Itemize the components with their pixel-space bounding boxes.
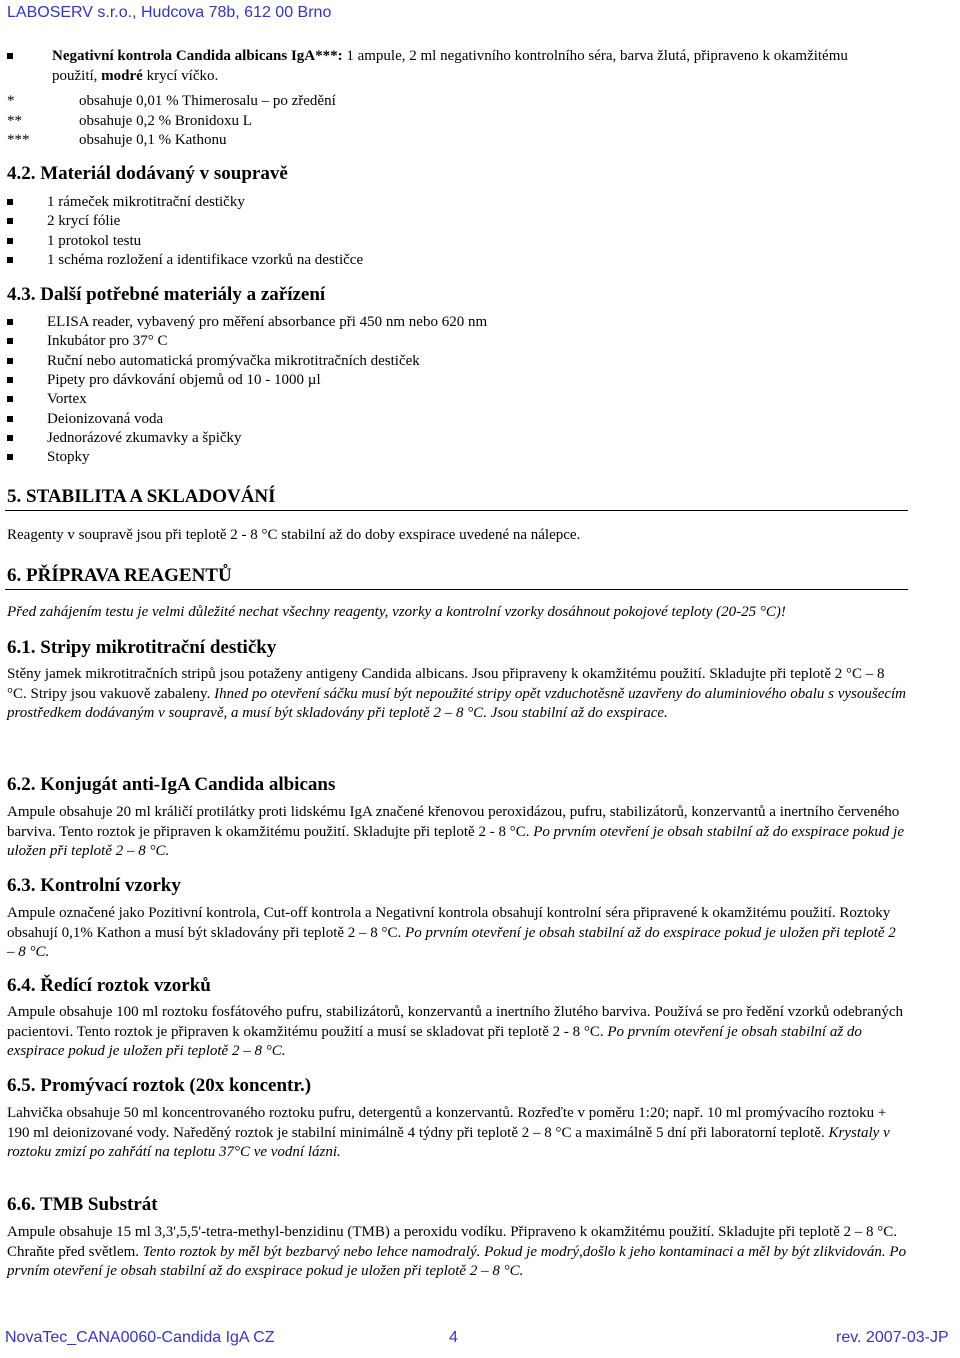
note-text: obsahuje 0,01 % Thimerosalu – po zředění — [79, 93, 336, 109]
list-item-text: Ruční nebo automatická promývačka mikrotitračních destiček — [47, 353, 420, 369]
bullet-square-icon — [7, 218, 13, 224]
section-6-4-italic: Po prvním otevření je obsah stabilní až do exspirace pokud je uložen při teplotě 2 – 8 °C. — [7, 1023, 862, 1059]
bullet-square-icon — [7, 454, 13, 460]
section-6-3-italic: Po prvním otevření je obsah stabilní až do exspirace pokud je uložen při teplotě 2 – 8 °C. — [7, 924, 896, 960]
section-6-rule — [5, 589, 908, 590]
neg-control-bold-word: modré — [101, 67, 143, 84]
list-item-text: Jednorázové zkumavky a špičky — [47, 430, 242, 446]
section-6-title: 6. PŘÍPRAVA REAGENTŮ — [7, 565, 232, 586]
note-1 — [7, 92, 336, 112]
list-item-text: Inkubátor pro 37° C — [47, 333, 168, 349]
bullet-square-icon — [7, 238, 13, 244]
neg-control-text-b: krycí víčko. — [142, 67, 219, 84]
section-6-5-plain: Lahvička obsahuje 50 ml koncentrovaného roztoku pufru, detergentů a konzervantů. Rozřeďte v poměru 1:20; např. 10 ml promývacího roztoku + 190 ml deionizované vody. Naředěný roztok je stabilní minimálně 4 týdny při teplotě 2 – 8 °C a maximálně 5 dní při laboratorní teplotě. — [7, 1105, 887, 1141]
list-item-text: ELISA reader, vybavený pro měření absorbance při 450 nm nebo 620 nm — [47, 314, 488, 330]
list-item-text: Pipety pro dávkování objemů od 10 - 1000 µl — [47, 372, 321, 388]
bullet-square-icon — [7, 435, 13, 441]
bullet-square-icon — [7, 358, 13, 364]
list-item-text: Vortex — [47, 391, 87, 407]
section-6-2-text — [7, 803, 907, 862]
note-mark: ** — [7, 113, 22, 129]
list-item-text: 1 protokol testu — [47, 233, 142, 249]
section-6-2-title: 6.2. Konjugát anti-IgA Candida albicans — [7, 774, 336, 795]
section-6-5-title: 6.5. Promývací roztok (20x koncentr.) — [7, 1075, 312, 1096]
section-6-5-italic: Krystaly v roztoku zmizí po zahřátí na teplotu 37°C ve vodní lázni. — [7, 1124, 890, 1160]
note-3 — [7, 131, 226, 151]
section-6-3-plain: Ampule označené jako Pozitivní kontrola, Cut-off kontrola a Negativní kontrola obsahují kontrolní séra připravené k okamžitému použití. Roztoky obsahují 0,1% Kathon a musí být skladovány při teplotě 2 – 8 °C. — [7, 905, 891, 941]
footer-revision: rev. 2007-03-JP — [836, 1329, 949, 1346]
note-2 — [7, 112, 252, 132]
footer-page-number: 4 — [449, 1329, 458, 1346]
section-4-2-title: 4.2. Materiál dodávaný v soupravě — [7, 163, 288, 184]
footer-document-id: NovaTec_CANA0060-Candida IgA CZ — [5, 1329, 275, 1346]
bullet-square-icon — [7, 396, 13, 402]
section-6-1-title: 6.1. Stripy mikrotitrační destičky — [7, 637, 277, 658]
bullet-square-icon — [7, 53, 13, 59]
section-6-3-text — [7, 904, 907, 963]
list-item-text: 1 schéma rozložení a identifikace vzorků na destičce — [47, 252, 364, 268]
section-6-6-text — [7, 1223, 907, 1282]
list-item-text: Deionizovaná voda — [47, 411, 164, 427]
bullet-square-icon — [7, 199, 13, 205]
document-header: LABOSERV s.r.o., Hudcova 78b, 612 00 Brno — [7, 4, 332, 21]
list-item-text: Stopky — [47, 449, 90, 465]
bullet-square-icon — [7, 338, 13, 344]
section-6-4-plain: Ampule obsahuje 100 ml roztoku fosfátového pufru, stabilizátorů, konzervantů a inertního žlutého barviva. Používá se pro ředění vzorků odebraných pacientovi. Tento roztok je připraven k okamžitému použití a musí se skladovat při teplotě 2 - 8 °C. — [7, 1004, 903, 1040]
section-4-3-title: 4.3. Další potřebné materiály a zařízení — [7, 284, 326, 305]
bullet-square-icon — [7, 377, 13, 383]
note-mark: * — [7, 93, 15, 109]
section-6-1-text — [7, 665, 907, 724]
section-6-1-plain: Stěny jamek mikrotitračních stripů jsou potaženy antigeny Candida albicans. Jsou připraveny k okamžitému použití. Skladujte při teplotě 2 °C – 8 °C. Stripy jsou vakuově zabaleny. — [7, 666, 885, 702]
section-6-1-italic: Ihned po otevření sáčku musí být nepoužité stripy opět vzduchotěsně uzavřeny do aluminiového obalu s vysoušecím prostředkem dodávaným v soupravě, a musí být skladovány při teplotě 2 – 8 °C. Jsou stabilní až do exspirace. — [7, 685, 907, 721]
note-text: obsahuje 0,2 % Bronidoxu L — [79, 113, 252, 129]
section-6-4-title: 6.4. Ředící roztok vzorků — [7, 975, 211, 996]
bullet-square-icon — [7, 257, 13, 263]
note-mark: *** — [7, 132, 30, 148]
neg-control-label: Negativní kontrola Candida albicans IgA***: — [52, 48, 343, 64]
list-item-text: 1 rámeček mikrotitrační destičky — [47, 194, 245, 210]
section-6-intro: Před zahájením testu je velmi důležité nechat všechny reagenty, vzorky a kontrolní vzorky dosáhnout pokojové teploty (20-25 °C)! — [7, 604, 786, 620]
list-item-text: 2 krycí fólie — [47, 213, 121, 229]
bullet-square-icon — [7, 319, 13, 325]
neg-control-text-a: 1 ampule, 2 ml negativního kontrolního séra, barva žlutá, připraveno k okamžitému použití, — [52, 48, 848, 84]
section-6-6-plain: Ampule obsahuje 15 ml 3,3',5,5'-tetra-methyl-benzidinu (TMB) a peroxidu vodíku. Připraveno k okamžitému použití. Skladujte při teplotě 2 – 8 °C. Chraňte před světlem. — [7, 1224, 897, 1260]
section-6-6-title: 6.6. TMB Substrát — [7, 1194, 158, 1215]
neg-control-text — [52, 47, 892, 86]
section-5-text: Reagenty v soupravě jsou při teplotě 2 - 8 °C stabilní až do doby exspirace uvedené na nálepce. — [7, 527, 581, 543]
section-6-4-text — [7, 1003, 907, 1062]
section-6-3-title: 6.3. Kontrolní vzorky — [7, 875, 181, 896]
bullet-square-icon — [7, 416, 13, 422]
section-5-title: 5. STABILITA A SKLADOVÁNÍ — [7, 486, 276, 507]
section-6-2-plain: Ampule obsahuje 20 ml králičí protilátky proti lidskému IgA značené křenovou peroxidázou, pufru, stabilizátorů, konzervantů a inertního červeného barviva. Tento roztok je připraven k okamžitému použití. Skladujte při teplotě 2 - 8 °C. — [7, 804, 900, 840]
section-6-5-text — [7, 1104, 907, 1163]
section-5-rule — [5, 510, 908, 511]
section-6-2-italic: Po prvním otevření je obsah stabilní až do exspirace pokud je uložen při teplotě 2 – 8 °C. — [7, 823, 904, 859]
section-6-6-italic: Tento roztok by měl být bezbarvý nebo lehce namodralý. Pokud je modrý,došlo k jeho kontaminaci a měl by být zlikvidován. Po prvním otevření je obsah stabilní až do exspirace pokud je uložen při teplotě 2 – 8 °C. — [7, 1243, 907, 1279]
note-text: obsahuje 0,1 % Kathonu — [79, 132, 227, 148]
